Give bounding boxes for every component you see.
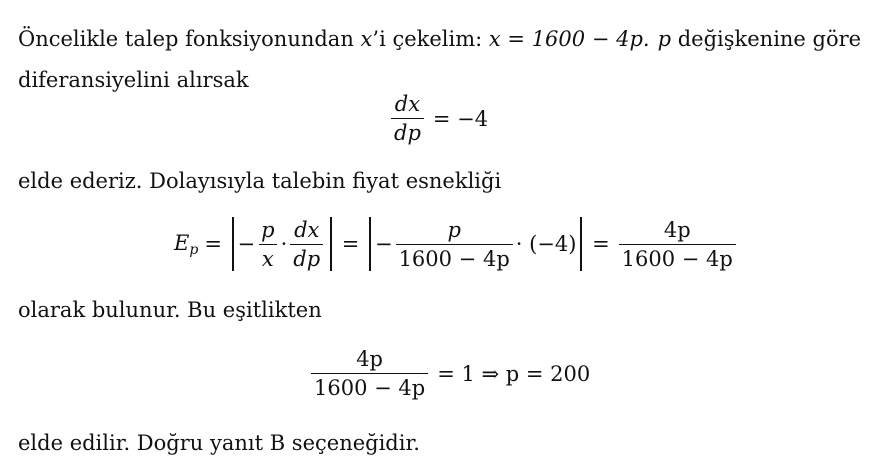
- paragraph-line-1: [18, 20, 861, 58]
- minus-sign: −: [237, 232, 256, 256]
- fraction-numerator: p: [447, 217, 461, 242]
- multiply-minus-four: · (−4): [515, 232, 577, 256]
- fraction-4p-over-denominator: [619, 218, 736, 271]
- minus-sign: −: [374, 232, 393, 256]
- fraction-denominator: 1600 − 4p: [311, 373, 428, 400]
- fraction-numerator: dx: [394, 92, 421, 116]
- text-segment: olarak bulunur. Bu eşitlikten: [18, 298, 322, 322]
- fraction-4p-over-denominator: [311, 347, 428, 400]
- inline-equation: x = 1600 − 4p.: [488, 27, 650, 51]
- text-segment: diferansiyelini alırsak: [18, 68, 249, 92]
- fraction-p-x: [258, 218, 277, 271]
- equation-rhs: = 1 ⇒ p = 200: [437, 361, 591, 386]
- text-segment: ’i çekelim:: [372, 27, 489, 51]
- text-segment: elde edilir. Doğru yanıt B seçeneğidir.: [18, 431, 420, 455]
- fraction-numerator: p: [261, 217, 275, 242]
- dot-operator: ·: [280, 232, 288, 256]
- symbol-e: E: [174, 230, 190, 255]
- fraction-dx-dp: [290, 218, 323, 271]
- fraction-denominator: dp: [290, 244, 323, 271]
- fraction-numerator: 4p: [663, 217, 691, 242]
- paragraph-line-2: [18, 61, 249, 99]
- abs-bar-right: [330, 217, 332, 271]
- equation-elasticity: [174, 217, 739, 271]
- fraction-p-over-denominator: [396, 218, 513, 271]
- equals-sign: =: [341, 232, 360, 256]
- abs-bar-right: [580, 217, 582, 271]
- text-segment: değişkenine göre: [671, 27, 862, 51]
- math-var-x: x: [360, 27, 373, 51]
- math-var-p: p: [657, 27, 672, 51]
- equals-sign: =: [204, 232, 222, 256]
- equals-sign: =: [592, 232, 610, 256]
- paragraph-line-5: [18, 424, 420, 462]
- fraction-denominator: x: [259, 244, 277, 271]
- fraction-denominator: 1600 − 4p: [619, 244, 736, 271]
- fraction-dx-dp: [391, 92, 424, 145]
- abs-bar-left: [232, 217, 234, 271]
- equation-derivative: [388, 92, 494, 145]
- fraction-denominator: 1600 − 4p: [396, 244, 513, 271]
- fraction-numerator: 4p: [356, 347, 383, 371]
- fraction-denominator: dp: [391, 118, 424, 145]
- abs-bar-left: [369, 217, 371, 271]
- subscript-p: p: [189, 241, 199, 258]
- fraction-numerator: dx: [294, 217, 320, 242]
- equation-solution: [308, 347, 596, 400]
- text-segment: Öncelikle talep fonksiyonundan: [18, 27, 361, 51]
- paragraph-line-4: [18, 291, 322, 329]
- elasticity-symbol: [174, 231, 198, 258]
- text-segment: elde ederiz. Dolayısıyla talebin fiyat esnekliği: [18, 169, 502, 193]
- equation-rhs: = −4: [432, 106, 489, 131]
- paragraph-line-3: [18, 162, 501, 200]
